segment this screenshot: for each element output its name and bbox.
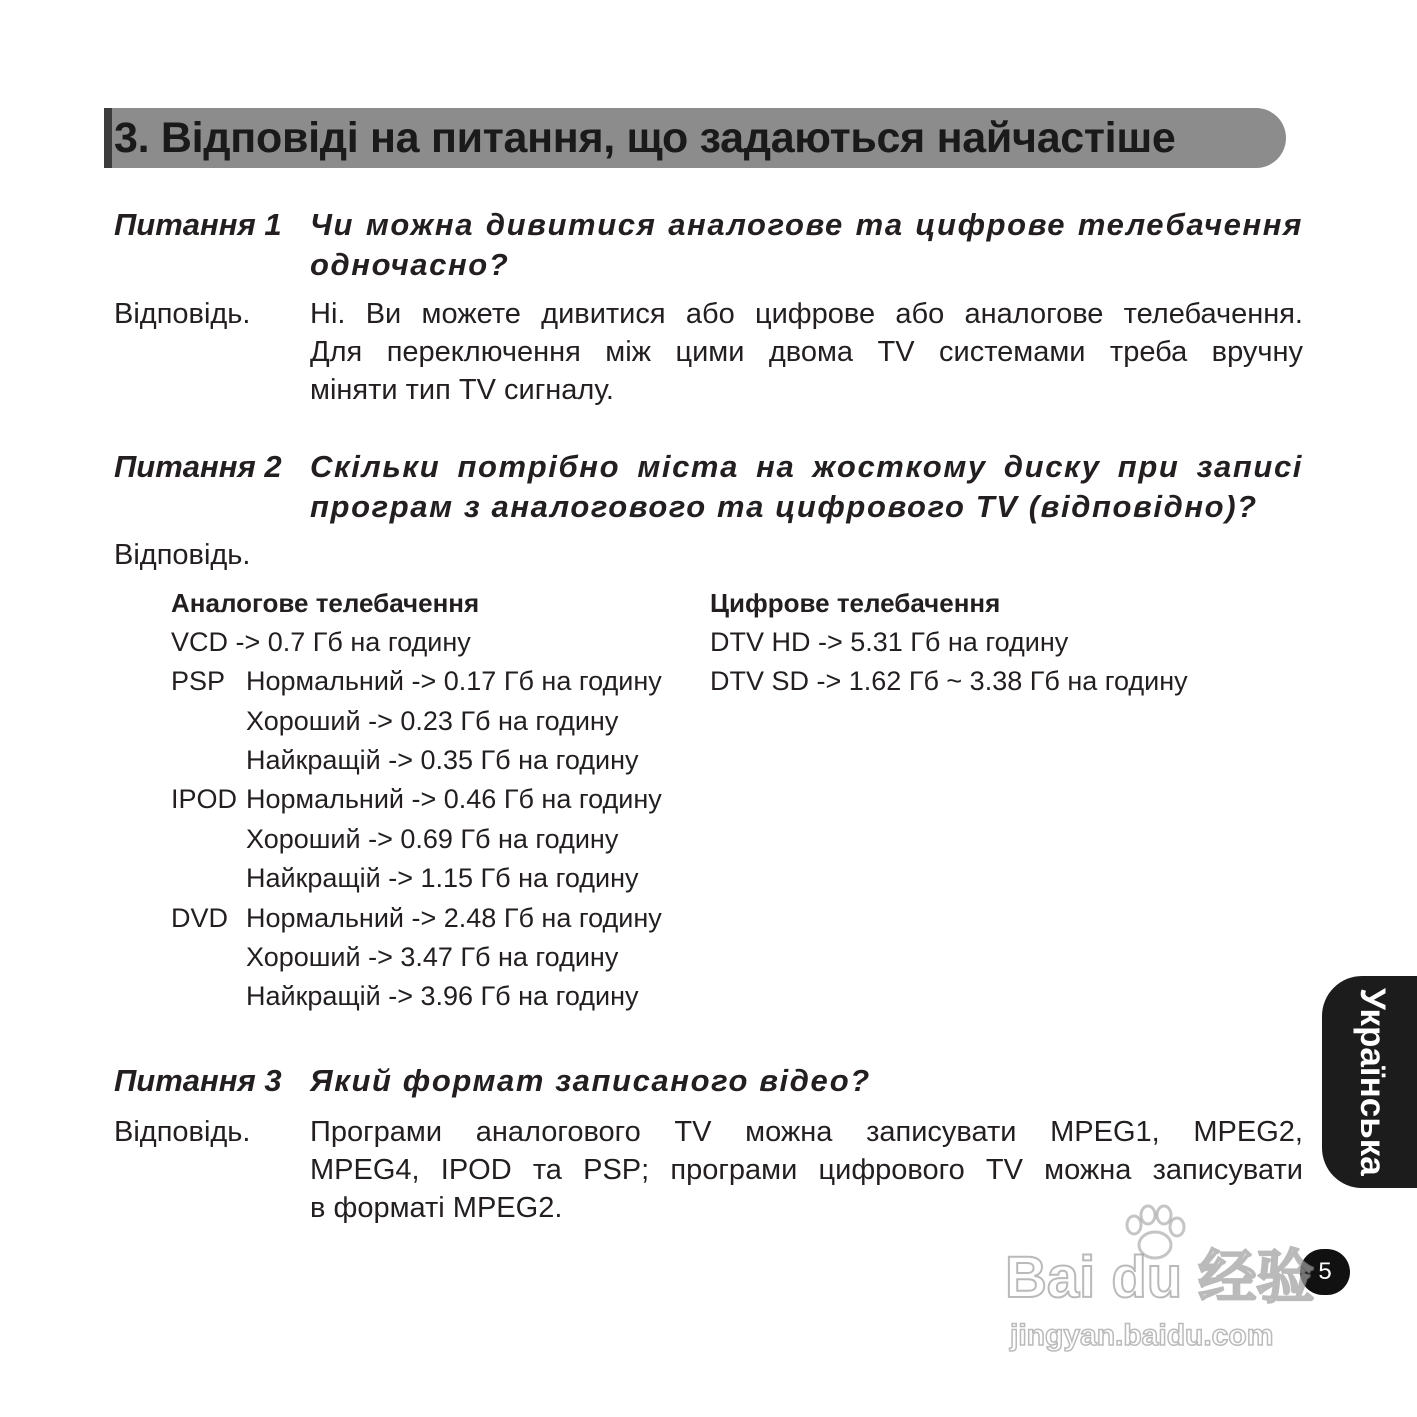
watermark-brand: Bai du 经验 (1005, 1245, 1315, 1310)
quality-value: Найкращій -> 1.15 Гб на годину (246, 863, 639, 893)
quality-value: Нормальний -> 0.17 Гб на годину (246, 666, 662, 696)
quality-value: Найкращій -> 3.96 Гб на годину (246, 981, 639, 1011)
answer-3-line: Програми аналогового TV можна записувати MPEG1, MPEG2, (310, 1116, 1303, 1148)
question-2-text: Скільки потрібно міста на жосткому диску при записі програм з аналогового та цифрового TV (відповідно)? (310, 449, 1303, 524)
quality-value: Найкращій -> 0.35 Гб на годину (246, 745, 639, 775)
answer-3-label: Відповідь. (114, 1116, 251, 1148)
answer-1-text (310, 295, 1303, 409)
quality-value: Хороший -> 0.69 Гб на годину (246, 824, 619, 854)
question-1-text: Чи можна дивитися аналогове та цифрове телебачення одночасно? (310, 207, 1303, 282)
question-2-label: Питання 2 (114, 449, 282, 484)
watermark-url: jingyan.baidu.com (1010, 1319, 1274, 1352)
quality-value: Хороший -> 0.23 Гб на годину (246, 706, 619, 736)
format-label: DVD (171, 903, 229, 933)
page-number: 5 (1318, 1258, 1332, 1285)
answer-1-line: міняти тип TV сигналу. (310, 374, 614, 406)
answer-1-line: Ні. Ви можете дивитися або цифрове або аналогове телебачення. (310, 298, 1303, 330)
question-1-label: Питання 1 (114, 207, 282, 242)
answer-2-label: Відповідь. (114, 539, 251, 571)
quality-value: Нормальний -> 2.48 Гб на годину (246, 903, 662, 933)
answer-1-label: Відповідь. (114, 298, 251, 330)
section-title: 3. Відповіді на питання, що задаються найчастіше (114, 114, 1176, 162)
format-label: IPOD (171, 784, 238, 814)
quality-value: Нормальний -> 0.46 Гб на годину (246, 784, 662, 814)
digital-hd-row: DTV HD -> 5.31 Гб на годину (710, 627, 1069, 657)
quality-value: Хороший -> 3.47 Гб на годину (246, 942, 619, 972)
digital-sd-row: DTV SD -> 1.62 Гб ~ 3.38 Гб на годину (710, 666, 1188, 696)
analog-heading: Аналогове телебачення (171, 588, 480, 618)
title-bar-edge (104, 108, 112, 168)
question-3-label: Питання 3 (114, 1063, 282, 1098)
question-3-text: Який формат записаного відео? (310, 1063, 871, 1098)
analog-vcd-row: VCD -> 0.7 Гб на годину (171, 627, 471, 657)
answer-3-line: MPEG4, IPOD та PSP; програми цифрового TV можна записувати (310, 1154, 1303, 1186)
answer-3-line: в форматі MPEG2. (310, 1192, 563, 1224)
format-label: PSP (171, 666, 226, 696)
answer-1-line: Для переключення між цими двома TV системами треба вручну (310, 336, 1303, 368)
digital-heading: Цифрове телебачення (710, 588, 1001, 618)
language-tab-label: Українська (1353, 988, 1392, 1176)
